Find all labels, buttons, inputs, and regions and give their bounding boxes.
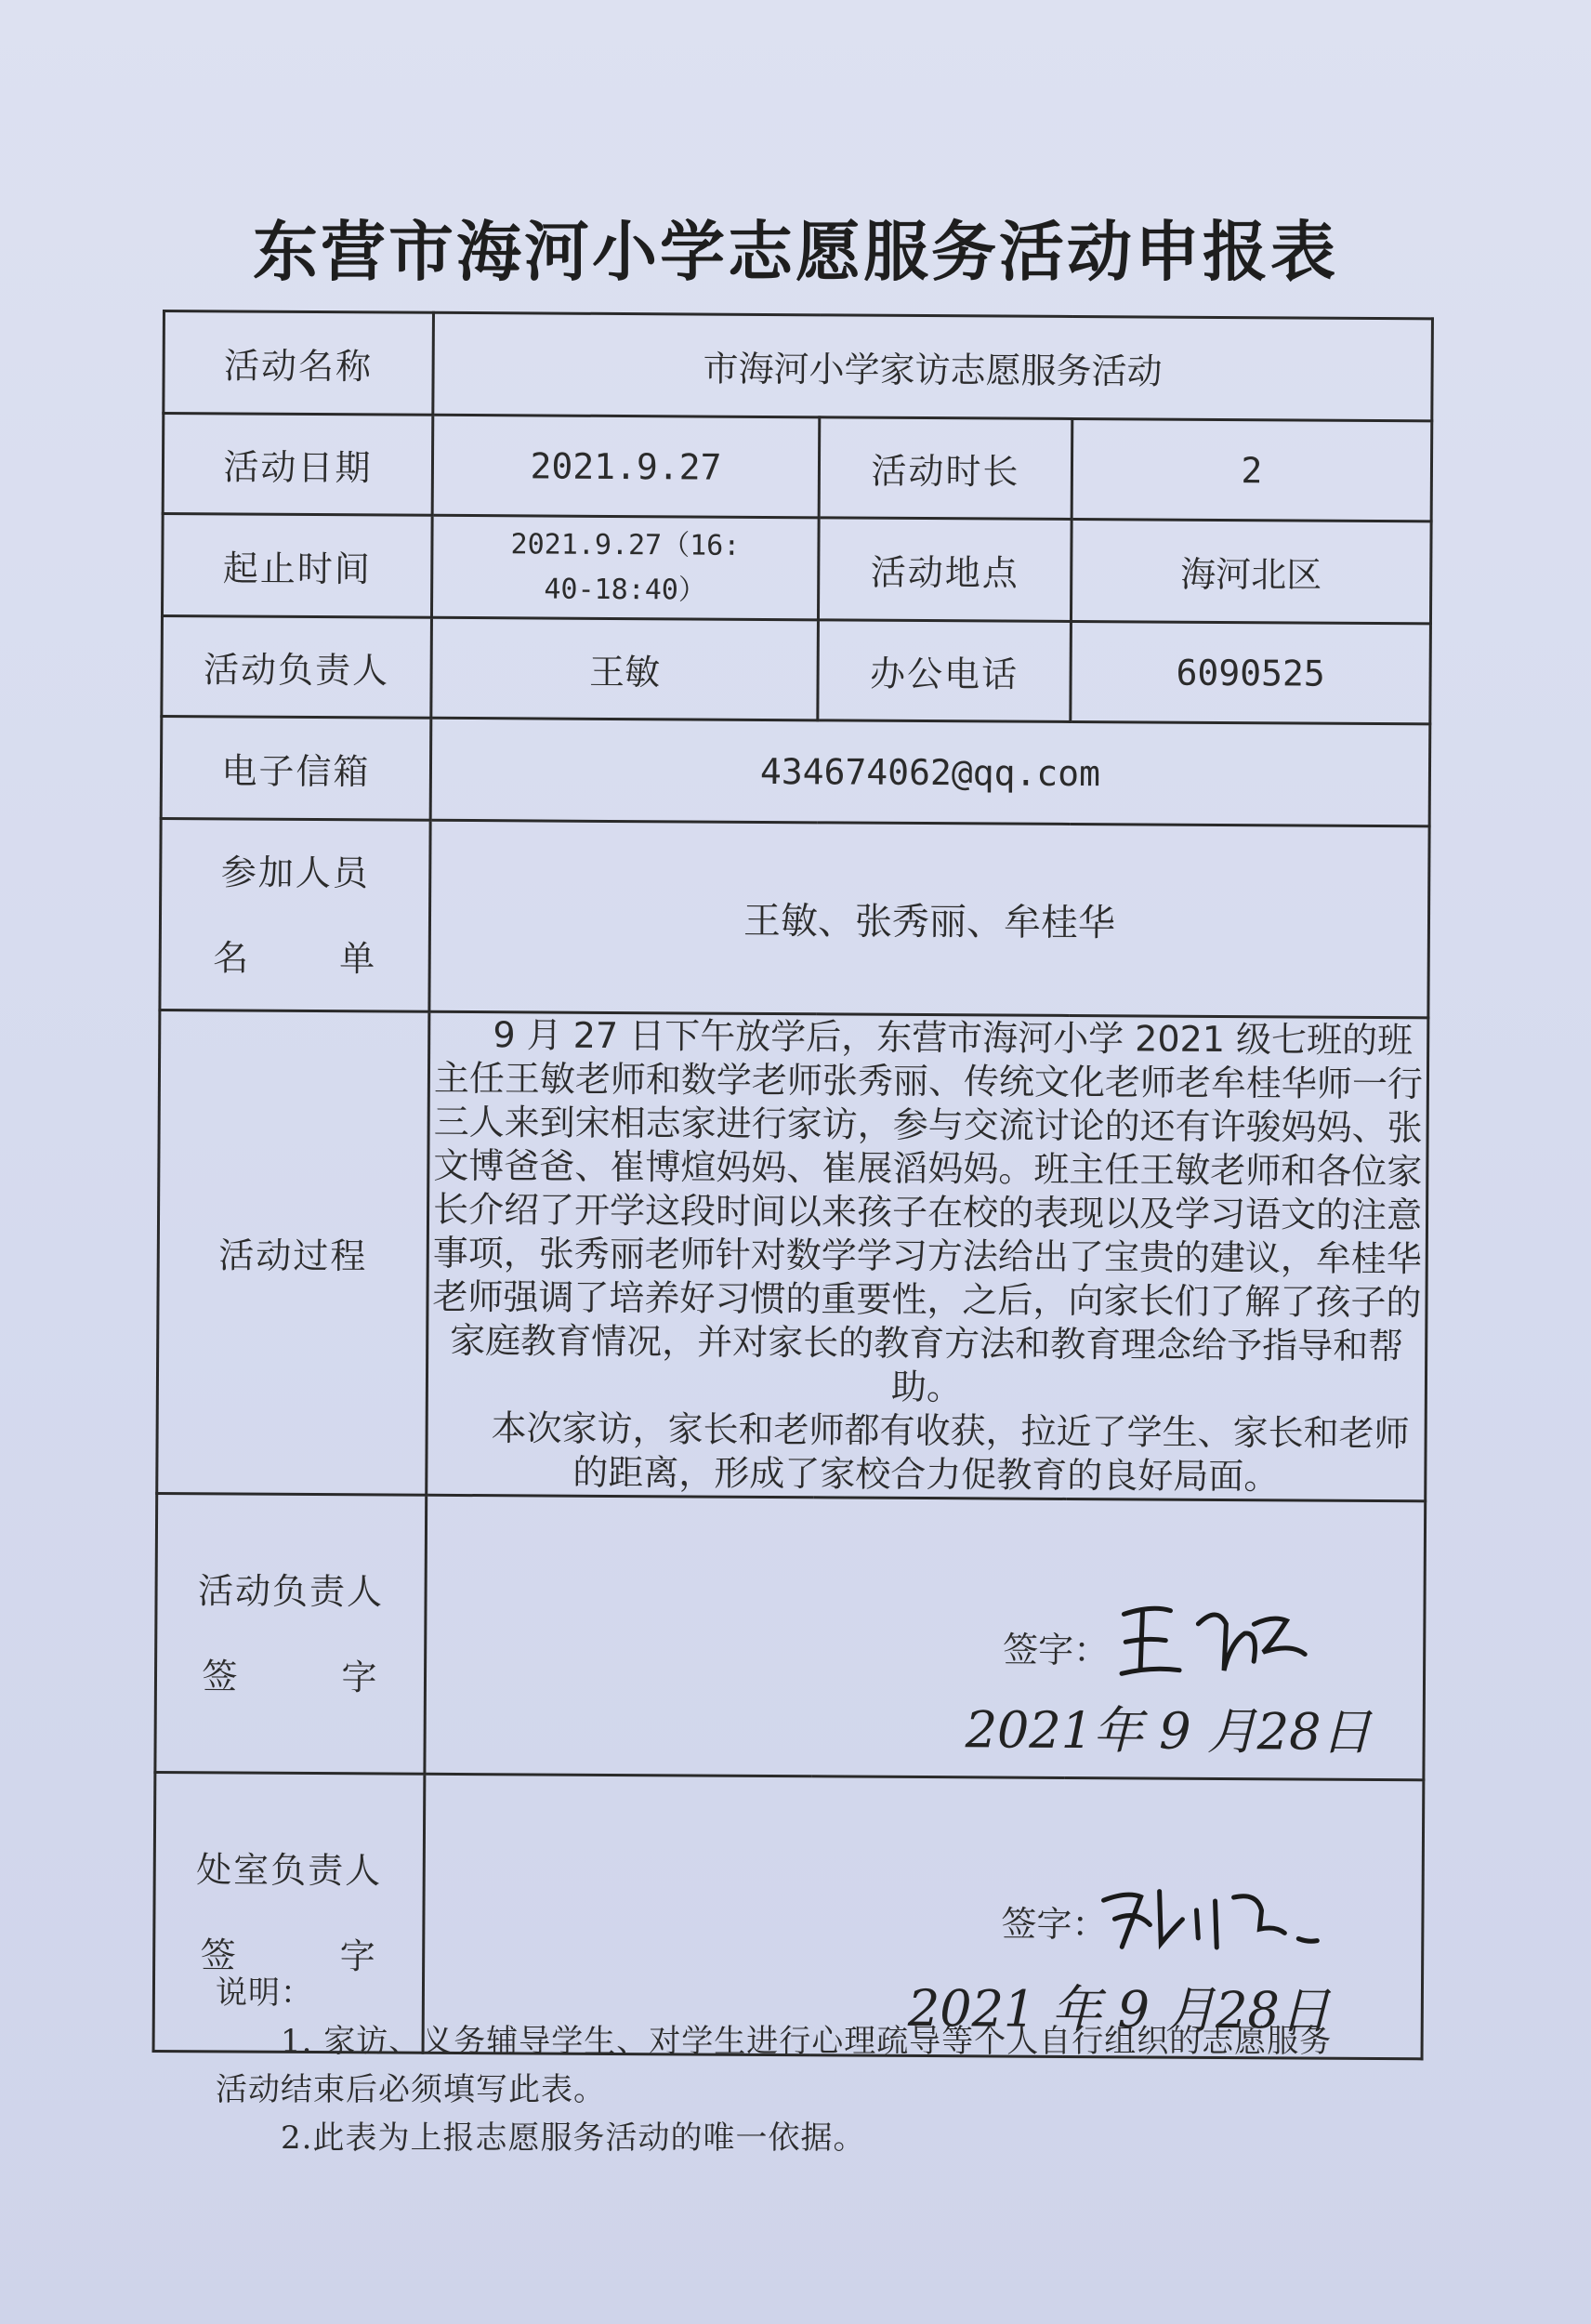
process-paragraph-1: 9 月 27 日下午放学后，东营市海河小学 2021 级七班的班主任王敏老师和数学老师张秀丽、传统文化老师老牟桂华师一行三人来到宋相志家进行家访，参与交流讨论的还有许骏妈妈、张文博爸爸、崔博煊妈妈、崔展滔妈妈。班主任王敏老师和各位家长介绍了开学这段时间以来孩子在校的表现以及学习语文的注意事项，张秀丽老师针对数学学习方法给出了宝贵的建议，牟桂华老师强调了培养好习惯的重要性，之后，向家长们了解了孩子的家庭教育情况，并对家长的教育方法和教育理念给予指导和帮助。	[432, 1014, 1424, 1408]
notes-heading: 说明：	[216, 1974, 313, 2012]
leader-sign-label-char-a: 签	[202, 1655, 240, 1697]
time-range-line1: 2021.9.27（16:	[510, 527, 741, 562]
email-label: 电子信箱	[161, 717, 431, 821]
leader-sign-label-line1: 活动负责人	[197, 1569, 385, 1612]
process-label: 活动过程	[157, 1010, 429, 1495]
time-range-value	[431, 515, 819, 620]
location-label: 活动地点	[818, 518, 1072, 622]
duration-label: 活动时长	[819, 417, 1072, 520]
office-sign-prefix: 签字：	[1001, 1903, 1108, 1946]
notes-item-1-line2: 活动结束后必须填写此表。	[216, 2071, 606, 2108]
row-process	[157, 1010, 1428, 1500]
row-leader	[162, 616, 1431, 724]
form-title: 东营市海河小学志愿服务活动申报表	[253, 213, 1338, 290]
date-value: 2021.9.27	[432, 415, 820, 518]
office-sign-label-char-a: 签	[200, 1934, 238, 1976]
office-sign-date: 2021 年 9 月28日	[907, 1978, 1331, 2040]
notes-item-1-line1: 1. 家访、义务辅导学生、对学生进行心理疏导等个人自行组织的志愿服务	[281, 2023, 1333, 2060]
leader-sign-label-line2	[157, 1632, 425, 1720]
leader-sign-prefix: 签字：	[1003, 1629, 1110, 1671]
duration-value: 2	[1072, 418, 1432, 521]
process-paragraph-2: 本次家访，家长和老师都有收获，拉近了学生、家长和老师的距离，形成了家校合力促教育的良好局面。	[491, 1407, 1410, 1498]
participants-label-line2	[161, 915, 428, 1002]
time-range-line2: 40-18:40）	[544, 573, 707, 607]
application-table	[152, 310, 1434, 2060]
date-label: 活动日期	[163, 414, 433, 516]
row-time	[162, 514, 1431, 624]
phone-label: 办公电话	[818, 620, 1072, 722]
leader-signature-cell	[425, 1495, 1426, 1780]
row-email	[161, 717, 1430, 826]
activity-name-value: 市海河小学家访志愿服务活动	[433, 312, 1433, 421]
leader-sign-date: 2021年 9 月28日	[965, 1700, 1372, 1762]
leader-label: 活动负责人	[162, 616, 432, 719]
participants-value: 王敏、张秀丽、牟桂华	[429, 820, 1429, 1018]
time-range-label: 起止时间	[162, 514, 432, 618]
participants-label-char-a: 名	[213, 936, 251, 979]
leader-handwritten-signature	[1114, 1586, 1329, 1689]
activity-name-label: 活动名称	[164, 311, 434, 416]
notes-section	[216, 1969, 1424, 2162]
process-text	[427, 1011, 1428, 1501]
phone-value: 6090525	[1071, 621, 1431, 723]
notes-item-2: 2.此表为上报志愿服务活动的唯一依据。	[281, 2119, 866, 2157]
location-value: 海河北区	[1071, 519, 1431, 623]
row-date	[163, 414, 1432, 522]
row-leader-signature	[155, 1493, 1426, 1779]
office-handwritten-signature	[1094, 1863, 1336, 1967]
office-sign-label-char-b: 字	[339, 1934, 377, 1976]
row-activity-name	[164, 311, 1433, 421]
participants-label-char-b: 单	[339, 937, 377, 979]
participants-label-line1: 参加人员	[220, 851, 370, 893]
leader-sign-label-char-b: 字	[341, 1656, 379, 1697]
office-sign-label-line1: 处室负责人	[196, 1848, 383, 1891]
participants-label	[160, 818, 430, 1011]
row-participants	[160, 818, 1429, 1017]
leader-value: 王敏	[431, 617, 819, 720]
leader-sign-label	[155, 1493, 427, 1774]
email-value: 434674062@qq.com	[430, 718, 1430, 826]
